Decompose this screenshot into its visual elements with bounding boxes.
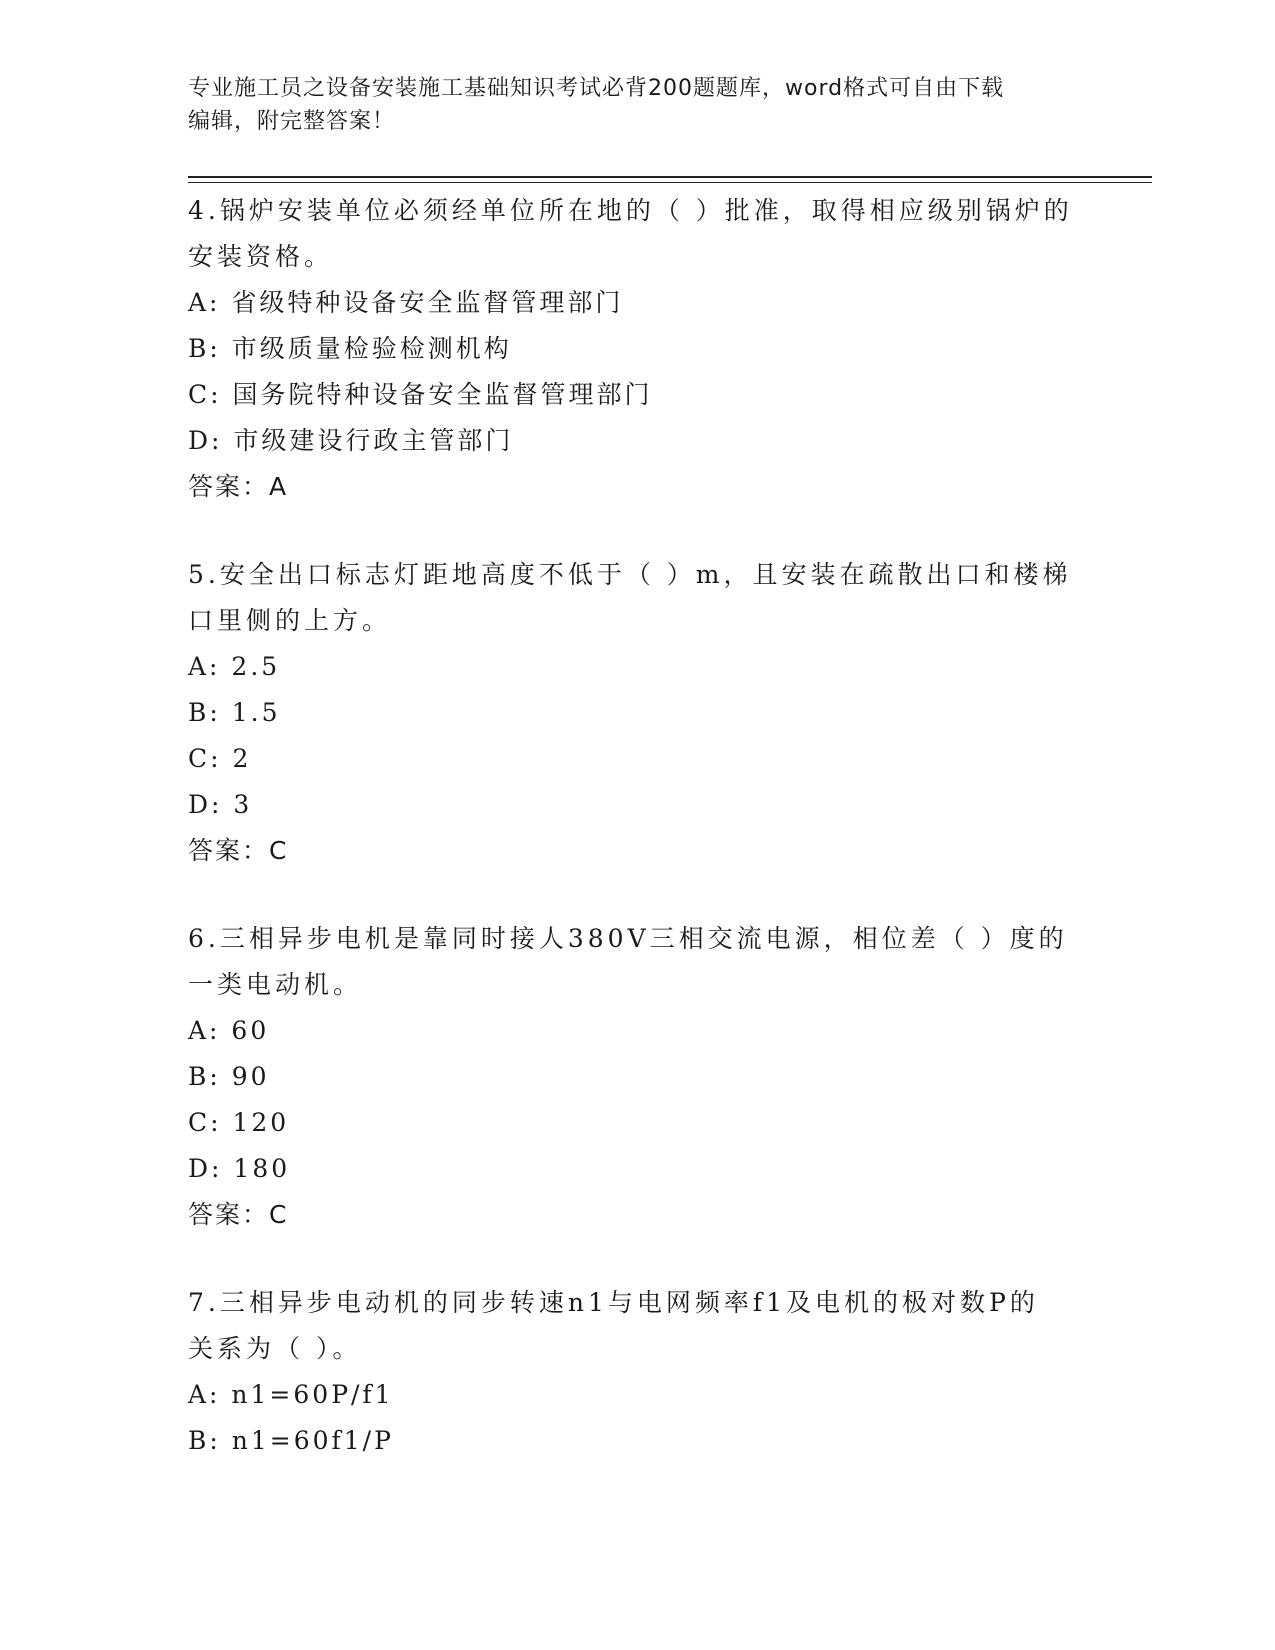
question-stem-line-2: 关系为（ ）。 <box>188 1334 362 1363</box>
option-b: B: 90 <box>188 1062 270 1091</box>
question-stem-line-1: 4.锅炉安装单位必须经单位所在地的（ ）批准，取得相应级别锅炉的 <box>188 196 1073 225</box>
question-stem-line-2: 口里侧的上方。 <box>188 606 392 635</box>
question-stem-line-1: 6.三相异步电机是靠同时接人380V三相交流电源，相位差（ ）度的 <box>188 924 1068 953</box>
question-stem-line-2: 安装资格。 <box>188 242 334 271</box>
option-c: C: 2 <box>188 744 252 773</box>
answer-line: 答案：C <box>188 836 289 865</box>
option-a: A: 省级特种设备安全监督管理部门 <box>188 288 624 317</box>
question-stem-line-1: 7.三相异步电动机的同步转速n1与电网频率f1及电机的极对数P的 <box>188 1288 1039 1317</box>
question-stem-line-2: 一类电动机。 <box>188 970 363 999</box>
question-6 <box>188 916 1088 1238</box>
question-7 <box>188 1280 1088 1464</box>
option-c: C: 120 <box>188 1108 290 1137</box>
answer-line: 答案：C <box>188 1200 289 1229</box>
option-b: B: 1.5 <box>188 698 281 727</box>
header-title-line-1: 专业施工员之设备安装施工基础知识考试必背200题题库，word格式可自由下载 <box>188 76 1005 101</box>
option-a: A: n1=60P/f1 <box>188 1380 394 1409</box>
option-d: D: 180 <box>188 1154 291 1183</box>
question-5 <box>188 552 1088 874</box>
question-list <box>188 188 1088 1506</box>
option-d: D: 市级建设行政主管部门 <box>188 426 514 455</box>
answer-line: 答案：A <box>188 472 289 501</box>
header-divider-thin <box>188 182 1152 183</box>
option-c: C: 国务院特种设备安全监督管理部门 <box>188 380 653 409</box>
question-stem-line-1: 5.安全出口标志灯距地高度不低于（ ）m，且安装在疏散出口和楼梯 <box>188 560 1072 589</box>
option-b: B: 市级质量检验检测机构 <box>188 334 512 363</box>
header-title-line-2: 编辑，附完整答案！ <box>188 109 396 134</box>
question-4 <box>188 188 1088 510</box>
option-b: B: n1=60f1/P <box>188 1426 394 1455</box>
document-header <box>188 72 1088 138</box>
option-a: A: 2.5 <box>188 652 281 681</box>
header-divider-thick <box>188 176 1152 178</box>
option-d: D: 3 <box>188 790 253 819</box>
option-a: A: 60 <box>188 1016 270 1045</box>
